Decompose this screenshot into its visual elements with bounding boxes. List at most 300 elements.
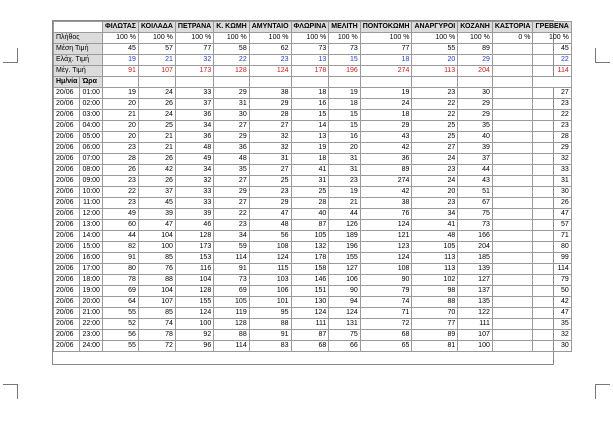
date-cell: 20/06 bbox=[54, 187, 80, 198]
value-cell: 47 bbox=[249, 209, 291, 220]
empty-cell bbox=[175, 77, 213, 88]
value-cell: 27 bbox=[214, 176, 250, 187]
value-cell: 37 bbox=[138, 187, 175, 198]
value-cell: 51 bbox=[458, 187, 493, 198]
value-cell: 35 bbox=[533, 319, 571, 330]
value-cell: 124 bbox=[291, 308, 329, 319]
stat-cell: 89 bbox=[458, 44, 493, 55]
value-cell: 42 bbox=[360, 187, 412, 198]
value-cell bbox=[492, 275, 533, 286]
value-cell: 87 bbox=[291, 220, 329, 231]
time-cell: 02:00 bbox=[80, 99, 103, 110]
value-cell: 127 bbox=[329, 264, 360, 275]
stat-cell: 45 bbox=[533, 44, 571, 55]
value-cell: 50 bbox=[533, 286, 571, 297]
value-cell bbox=[492, 187, 533, 198]
value-cell: 20 bbox=[329, 143, 360, 154]
value-cell: 23 bbox=[102, 198, 138, 209]
stat-cell: 100 % bbox=[138, 33, 175, 44]
value-cell: 23 bbox=[102, 176, 138, 187]
section-row bbox=[54, 77, 572, 88]
time-cell: 12:00 bbox=[80, 209, 103, 220]
value-cell bbox=[492, 330, 533, 341]
stat-cell: 58 bbox=[214, 44, 250, 55]
station-header: ΠΟΝΤΟΚΩΜΗ bbox=[360, 22, 412, 33]
measurements-sheet bbox=[52, 20, 569, 365]
hour-row bbox=[54, 143, 572, 154]
time-cell: 11:00 bbox=[80, 198, 103, 209]
value-cell: 31 bbox=[214, 99, 250, 110]
stat-cell: 21 bbox=[138, 55, 175, 66]
hour-row bbox=[54, 319, 572, 330]
value-cell: 27 bbox=[249, 165, 291, 176]
stat-cell: 173 bbox=[175, 66, 213, 77]
stat-cell: 62 bbox=[249, 44, 291, 55]
value-cell: 18 bbox=[360, 110, 412, 121]
value-cell: 29 bbox=[249, 198, 291, 209]
date-cell: 20/06 bbox=[54, 132, 80, 143]
value-cell bbox=[492, 319, 533, 330]
value-cell bbox=[492, 99, 533, 110]
value-cell: 21 bbox=[138, 143, 175, 154]
hour-row bbox=[54, 253, 572, 264]
stat-cell: 100 % bbox=[533, 33, 571, 44]
stat-cell: 204 bbox=[458, 66, 493, 77]
time-cell: 08:00 bbox=[80, 165, 103, 176]
value-cell: 25 bbox=[291, 187, 329, 198]
value-cell: 57 bbox=[533, 220, 571, 231]
value-cell: 52 bbox=[102, 319, 138, 330]
value-cell: 59 bbox=[214, 242, 250, 253]
hour-row bbox=[54, 121, 572, 132]
value-cell bbox=[492, 198, 533, 209]
value-cell: 130 bbox=[291, 297, 329, 308]
value-cell: 126 bbox=[329, 220, 360, 231]
value-cell: 24 bbox=[138, 88, 175, 99]
time-cell: 06:00 bbox=[80, 143, 103, 154]
value-cell: 75 bbox=[458, 209, 493, 220]
value-cell: 19 bbox=[329, 187, 360, 198]
hour-row bbox=[54, 110, 572, 121]
stat-cell: 114 bbox=[533, 66, 571, 77]
stat-cell: 100 % bbox=[214, 33, 250, 44]
date-cell: 20/06 bbox=[54, 198, 80, 209]
value-cell: 72 bbox=[138, 341, 175, 352]
station-header: ΑΝΑΡΓΥΡΟΙ bbox=[412, 22, 458, 33]
date-cell: 20/06 bbox=[54, 154, 80, 165]
value-cell: 137 bbox=[458, 286, 493, 297]
value-cell: 80 bbox=[533, 242, 571, 253]
value-cell: 20 bbox=[102, 121, 138, 132]
value-cell: 15 bbox=[329, 121, 360, 132]
value-cell: 173 bbox=[175, 242, 213, 253]
hour-row bbox=[54, 264, 572, 275]
time-cell: 09:00 bbox=[80, 176, 103, 187]
value-cell: 23 bbox=[533, 99, 571, 110]
value-cell: 23 bbox=[412, 165, 458, 176]
stat-cell bbox=[492, 55, 533, 66]
value-cell: 155 bbox=[329, 253, 360, 264]
hour-row bbox=[54, 330, 572, 341]
value-cell: 83 bbox=[249, 341, 291, 352]
stat-row bbox=[54, 55, 572, 66]
value-cell: 88 bbox=[412, 297, 458, 308]
value-cell: 32 bbox=[249, 143, 291, 154]
value-cell: 19 bbox=[291, 143, 329, 154]
value-cell: 16 bbox=[329, 132, 360, 143]
hour-row bbox=[54, 341, 572, 352]
value-cell: 85 bbox=[138, 253, 175, 264]
value-cell: 36 bbox=[214, 143, 250, 154]
stat-cell: 128 bbox=[214, 66, 250, 77]
hour-row bbox=[54, 176, 572, 187]
date-cell: 20/06 bbox=[54, 253, 80, 264]
value-cell bbox=[492, 165, 533, 176]
value-cell: 100 bbox=[175, 319, 213, 330]
date-cell: 20/06 bbox=[54, 297, 80, 308]
stat-label: Πλήθος bbox=[54, 33, 103, 44]
value-cell: 23 bbox=[102, 143, 138, 154]
value-cell: 101 bbox=[249, 297, 291, 308]
value-cell: 91 bbox=[214, 264, 250, 275]
value-cell: 70 bbox=[412, 308, 458, 319]
value-cell: 105 bbox=[412, 242, 458, 253]
empty-cell bbox=[329, 77, 360, 88]
value-cell: 30 bbox=[458, 88, 493, 99]
time-cell: 20:00 bbox=[80, 297, 103, 308]
empty-cell bbox=[492, 77, 533, 88]
value-cell: 32 bbox=[533, 330, 571, 341]
hour-row bbox=[54, 209, 572, 220]
value-cell: 31 bbox=[533, 176, 571, 187]
value-cell: 20 bbox=[102, 132, 138, 143]
date-cell: 20/06 bbox=[54, 165, 80, 176]
table-header bbox=[54, 22, 572, 33]
stat-label: Ελάχ. Τιμή bbox=[54, 55, 103, 66]
value-cell: 146 bbox=[291, 275, 329, 286]
value-cell: 151 bbox=[291, 286, 329, 297]
station-header: ΚΟΖΑΝΗ bbox=[458, 22, 493, 33]
value-cell bbox=[492, 154, 533, 165]
value-cell bbox=[492, 231, 533, 242]
value-cell: 123 bbox=[360, 242, 412, 253]
value-cell bbox=[492, 132, 533, 143]
value-cell: 105 bbox=[291, 231, 329, 242]
stat-cell: 100 % bbox=[360, 33, 412, 44]
value-cell: 41 bbox=[412, 220, 458, 231]
value-cell: 127 bbox=[458, 275, 493, 286]
value-cell: 114 bbox=[214, 341, 250, 352]
value-cell: 36 bbox=[175, 132, 213, 143]
value-cell: 22 bbox=[412, 110, 458, 121]
date-cell: 20/06 bbox=[54, 176, 80, 187]
value-cell: 19 bbox=[102, 88, 138, 99]
value-cell bbox=[492, 264, 533, 275]
time-cell: 07:00 bbox=[80, 154, 103, 165]
value-cell: 40 bbox=[458, 132, 493, 143]
value-cell: 71 bbox=[360, 308, 412, 319]
time-cell: 18:00 bbox=[80, 275, 103, 286]
value-cell: 43 bbox=[458, 176, 493, 187]
value-cell: 28 bbox=[533, 132, 571, 143]
stat-cell: 32 bbox=[175, 55, 213, 66]
value-cell: 74 bbox=[360, 297, 412, 308]
station-header: ΦΙΛΩΤΑΣ bbox=[102, 22, 138, 33]
stat-label: Μέγ. Τιμή bbox=[54, 66, 103, 77]
value-cell: 28 bbox=[102, 154, 138, 165]
value-cell: 35 bbox=[214, 165, 250, 176]
value-cell: 185 bbox=[458, 253, 493, 264]
hour-row bbox=[54, 154, 572, 165]
time-cell: 16:00 bbox=[80, 253, 103, 264]
value-cell bbox=[492, 121, 533, 132]
stat-cell bbox=[492, 44, 533, 55]
table-body bbox=[54, 33, 572, 352]
value-cell: 166 bbox=[458, 231, 493, 242]
time-cell: 13:00 bbox=[80, 220, 103, 231]
time-cell: 03:00 bbox=[80, 110, 103, 121]
value-cell: 77 bbox=[412, 319, 458, 330]
stat-cell: 100 % bbox=[175, 33, 213, 44]
stat-cell: 45 bbox=[102, 44, 138, 55]
stat-cell: 77 bbox=[175, 44, 213, 55]
value-cell: 27 bbox=[412, 143, 458, 154]
stat-label: Μέση Τιμή bbox=[54, 44, 103, 55]
value-cell: 135 bbox=[458, 297, 493, 308]
value-cell: 99 bbox=[533, 253, 571, 264]
value-cell bbox=[492, 297, 533, 308]
value-cell: 18 bbox=[291, 154, 329, 165]
value-cell: 46 bbox=[175, 220, 213, 231]
hour-row bbox=[54, 187, 572, 198]
value-cell: 34 bbox=[214, 231, 250, 242]
time-cell: 19:00 bbox=[80, 286, 103, 297]
value-cell: 89 bbox=[360, 165, 412, 176]
value-cell: 75 bbox=[329, 330, 360, 341]
value-cell: 128 bbox=[175, 231, 213, 242]
stat-cell: 23 bbox=[249, 55, 291, 66]
value-cell: 13 bbox=[291, 132, 329, 143]
value-cell: 88 bbox=[214, 330, 250, 341]
stat-cell: 100 % bbox=[291, 33, 329, 44]
value-cell: 34 bbox=[175, 121, 213, 132]
value-cell: 23 bbox=[249, 187, 291, 198]
value-cell: 153 bbox=[175, 253, 213, 264]
stat-cell: 178 bbox=[291, 66, 329, 77]
value-cell bbox=[492, 143, 533, 154]
station-header: Κ. ΚΩΜΗ bbox=[214, 22, 250, 33]
value-cell: 105 bbox=[214, 297, 250, 308]
value-cell: 26 bbox=[533, 198, 571, 209]
hour-row bbox=[54, 88, 572, 99]
station-header: ΠΕΤΡΑΝΑ bbox=[175, 22, 213, 33]
value-cell: 33 bbox=[175, 88, 213, 99]
value-cell: 79 bbox=[360, 286, 412, 297]
value-cell: 29 bbox=[214, 132, 250, 143]
stat-cell: 100 % bbox=[412, 33, 458, 44]
stat-row bbox=[54, 33, 572, 44]
value-cell: 85 bbox=[138, 308, 175, 319]
value-cell: 23 bbox=[412, 88, 458, 99]
date-cell: 20/06 bbox=[54, 308, 80, 319]
value-cell: 42 bbox=[533, 297, 571, 308]
value-cell: 26 bbox=[138, 176, 175, 187]
value-cell: 24 bbox=[412, 154, 458, 165]
value-cell: 78 bbox=[102, 275, 138, 286]
value-cell: 32 bbox=[249, 132, 291, 143]
stat-cell: 22 bbox=[533, 55, 571, 66]
value-cell: 78 bbox=[138, 330, 175, 341]
value-cell: 100 bbox=[138, 242, 175, 253]
value-cell: 29 bbox=[214, 88, 250, 99]
value-cell: 40 bbox=[291, 209, 329, 220]
value-cell: 29 bbox=[214, 187, 250, 198]
date-cell: 20/06 bbox=[54, 330, 80, 341]
time-cell: 24:00 bbox=[80, 341, 103, 352]
value-cell: 116 bbox=[175, 264, 213, 275]
value-cell: 27 bbox=[249, 121, 291, 132]
value-cell: 90 bbox=[360, 275, 412, 286]
stat-cell: 91 bbox=[102, 66, 138, 77]
value-cell: 73 bbox=[458, 220, 493, 231]
value-cell: 29 bbox=[458, 110, 493, 121]
value-cell: 87 bbox=[291, 330, 329, 341]
value-cell: 155 bbox=[175, 297, 213, 308]
hour-row bbox=[54, 286, 572, 297]
stat-cell: 274 bbox=[360, 66, 412, 77]
stat-cell: 196 bbox=[329, 66, 360, 77]
header-row bbox=[54, 22, 572, 33]
value-cell: 69 bbox=[102, 286, 138, 297]
value-cell: 108 bbox=[360, 264, 412, 275]
value-cell: 42 bbox=[138, 165, 175, 176]
value-cell: 26 bbox=[102, 165, 138, 176]
date-cell: 20/06 bbox=[54, 209, 80, 220]
date-cell: 20/06 bbox=[54, 143, 80, 154]
value-cell: 106 bbox=[249, 286, 291, 297]
station-header: ΜΕΛΙΤΗ bbox=[329, 22, 360, 33]
hour-row bbox=[54, 308, 572, 319]
hour-row bbox=[54, 297, 572, 308]
value-cell: 19 bbox=[360, 88, 412, 99]
stat-cell: 73 bbox=[329, 44, 360, 55]
value-cell: 88 bbox=[138, 275, 175, 286]
value-cell: 38 bbox=[249, 88, 291, 99]
value-cell bbox=[492, 253, 533, 264]
date-cell: 20/06 bbox=[54, 110, 80, 121]
value-cell: 128 bbox=[175, 286, 213, 297]
value-cell bbox=[492, 308, 533, 319]
value-cell: 124 bbox=[360, 253, 412, 264]
value-cell: 189 bbox=[329, 231, 360, 242]
value-cell: 64 bbox=[102, 297, 138, 308]
hour-row bbox=[54, 165, 572, 176]
stat-cell: 77 bbox=[360, 44, 412, 55]
value-cell: 43 bbox=[360, 132, 412, 143]
value-cell: 37 bbox=[458, 154, 493, 165]
value-cell bbox=[492, 176, 533, 187]
stat-cell: 113 bbox=[412, 66, 458, 77]
page-corner-mark bbox=[3, 48, 18, 63]
empty-cell bbox=[102, 77, 138, 88]
stat-cell: 124 bbox=[249, 66, 291, 77]
value-cell: 80 bbox=[102, 264, 138, 275]
value-cell: 15 bbox=[329, 110, 360, 121]
value-cell: 24 bbox=[138, 110, 175, 121]
value-cell: 47 bbox=[533, 209, 571, 220]
value-cell: 55 bbox=[102, 341, 138, 352]
time-cell: 05:00 bbox=[80, 132, 103, 143]
value-cell: 66 bbox=[329, 341, 360, 352]
date-cell: 20/06 bbox=[54, 264, 80, 275]
date-cell: 20/06 bbox=[54, 319, 80, 330]
empty-cell bbox=[249, 77, 291, 88]
stat-cell: 29 bbox=[458, 55, 493, 66]
date-cell: 20/06 bbox=[54, 341, 80, 352]
value-cell bbox=[492, 88, 533, 99]
value-cell: 39 bbox=[138, 209, 175, 220]
stat-cell: 107 bbox=[138, 66, 175, 77]
date-cell: 20/06 bbox=[54, 88, 80, 99]
stat-row bbox=[54, 66, 572, 77]
value-cell: 89 bbox=[412, 330, 458, 341]
stat-cell: 57 bbox=[138, 44, 175, 55]
value-cell: 100 bbox=[458, 341, 493, 352]
value-cell: 67 bbox=[458, 198, 493, 209]
value-cell: 21 bbox=[138, 132, 175, 143]
value-cell: 34 bbox=[175, 165, 213, 176]
value-cell: 24 bbox=[412, 176, 458, 187]
value-cell: 56 bbox=[102, 330, 138, 341]
value-cell: 26 bbox=[138, 99, 175, 110]
value-cell: 113 bbox=[412, 253, 458, 264]
value-cell: 30 bbox=[214, 110, 250, 121]
value-cell: 29 bbox=[360, 121, 412, 132]
value-cell: 82 bbox=[102, 242, 138, 253]
header-corner-cell bbox=[54, 22, 103, 33]
value-cell: 92 bbox=[175, 330, 213, 341]
value-cell: 69 bbox=[214, 286, 250, 297]
value-cell: 25 bbox=[412, 132, 458, 143]
date-cell: 20/06 bbox=[54, 242, 80, 253]
value-cell: 204 bbox=[458, 242, 493, 253]
station-header: ΚΟΙΛΑΔΑ bbox=[138, 22, 175, 33]
value-cell: 103 bbox=[249, 275, 291, 286]
value-cell: 31 bbox=[329, 154, 360, 165]
value-cell: 19 bbox=[329, 88, 360, 99]
value-cell: 42 bbox=[360, 143, 412, 154]
value-cell: 18 bbox=[329, 99, 360, 110]
value-cell: 24 bbox=[360, 99, 412, 110]
value-cell: 90 bbox=[329, 286, 360, 297]
value-cell: 33 bbox=[533, 165, 571, 176]
stat-cell: 13 bbox=[291, 55, 329, 66]
value-cell: 15 bbox=[291, 110, 329, 121]
value-cell bbox=[492, 110, 533, 121]
value-cell: 158 bbox=[291, 264, 329, 275]
value-cell bbox=[492, 209, 533, 220]
value-cell: 71 bbox=[533, 231, 571, 242]
value-cell: 21 bbox=[102, 110, 138, 121]
value-cell bbox=[492, 286, 533, 297]
value-cell: 14 bbox=[291, 121, 329, 132]
value-cell: 44 bbox=[458, 165, 493, 176]
value-cell: 30 bbox=[533, 341, 571, 352]
hour-row bbox=[54, 198, 572, 209]
value-cell: 30 bbox=[533, 187, 571, 198]
station-header: ΑΜΥΝΤΑΙΟ bbox=[249, 22, 291, 33]
value-cell: 128 bbox=[214, 319, 250, 330]
